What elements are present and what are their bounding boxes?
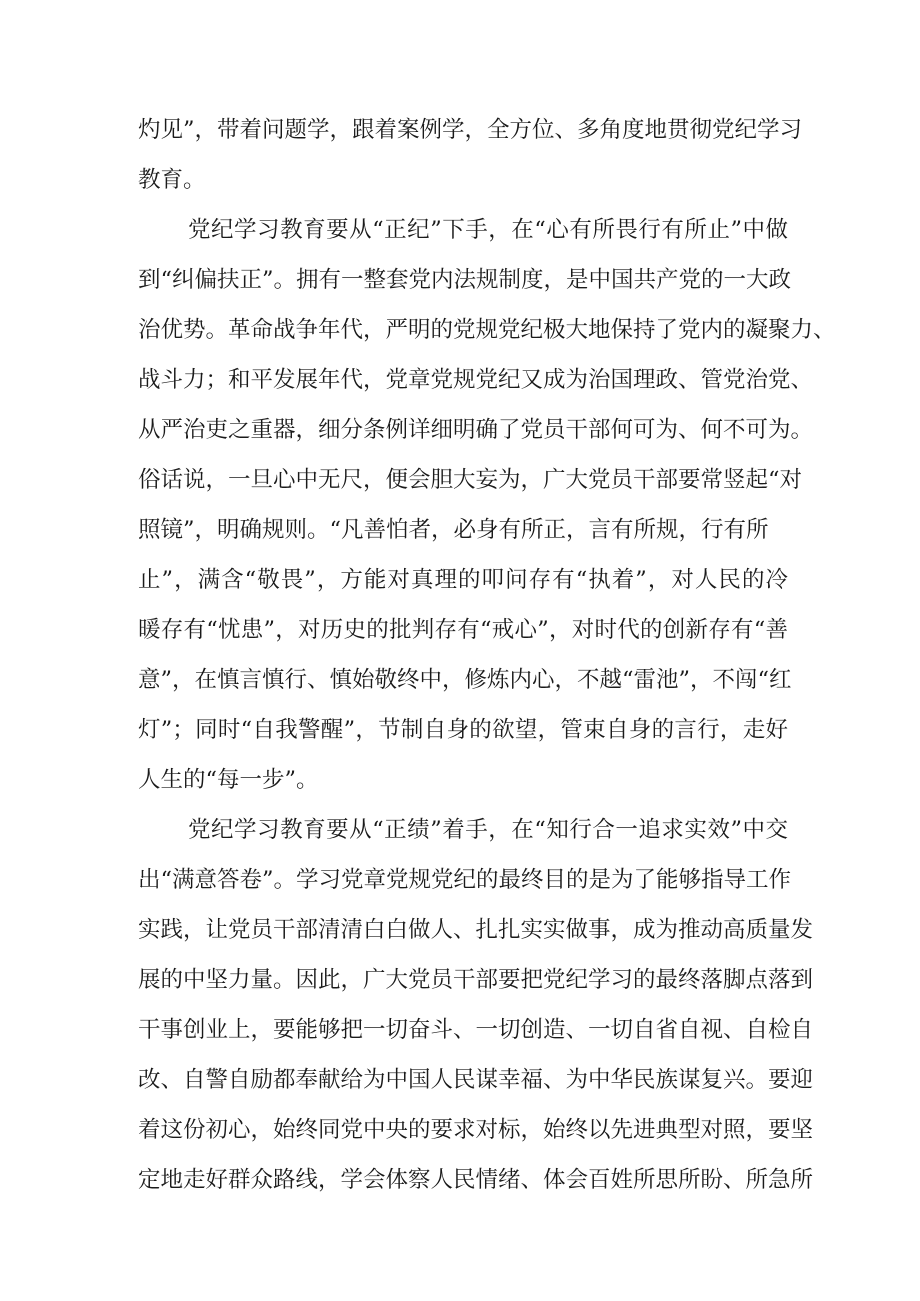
text-line-13: 灯”；同时“自我警醒”，节制自身的欲望，管束自身的言行，走好 [138, 717, 788, 743]
text-line-21: 着这份初心，始终同党中央的要求对标，始终以先进典型对照，要坚 [138, 1117, 814, 1143]
text-line-17: 实践，让党员干部清清白白做人、扎扎实实做事，成为推动高质量发 [138, 917, 814, 943]
text-line-6: 战斗力；和平发展年代，党章党规党纪又成为治国理政、管党治党、 [138, 367, 814, 393]
text-line-1: 灼见”，带着问题学，跟着案例学，全方位、多角度地贯彻党纪学习 [138, 117, 803, 143]
text-line-19: 干事创业上，要能够把一切奋斗、一切创造、一切自省自视、自检自 [138, 1017, 814, 1043]
text-line-20: 改、自警自励都奉献给为中国人民谋幸福、为中华民族谋复兴。要迎 [138, 1067, 814, 1093]
text-line-2: 教育。 [138, 167, 206, 193]
text-line-10: 止”，满含“敬畏”，方能对真理的叩问存有“执着”，对人民的冷 [138, 567, 788, 593]
text-line-11: 暖存有“忧患”，对历史的批判存有“戒心”，对时代的创新存有“善 [138, 617, 788, 643]
text-line-18: 展的中坚力量。因此，广大党员干部要把党纪学习的最终落脚点落到 [138, 967, 814, 993]
text-line-12: 意”，在慎言慎行、慎始敬终中，修炼内心，不越“雷池”，不闯“红 [138, 667, 792, 693]
text-line-16: 出“满意答卷”。学习党章党规党纪的最终目的是为了能够指导工作 [138, 867, 792, 893]
text-line-7: 从严治吏之重器，细分条例详细明确了党员干部何可为、何不可为。 [138, 417, 814, 443]
text-line-8: 俗话说，一旦心中无尺，便会胆大妄为，广大党员干部要常竖起“对 [138, 467, 803, 493]
text-line-9: 照镜”，明确规则。“凡善怕者，必身有所正，言有所规，行有所 [138, 517, 769, 543]
text-line-22: 定地走好群众路线，学会体察人民情绪、体会百姓所思所盼、所急所 [138, 1167, 814, 1193]
paragraph-2-line-1: 党纪学习教育要从“正纪”下手，在“心有所畏行有所止”中做 [188, 217, 788, 243]
text-line-14: 人生的“每一步”。 [138, 767, 319, 793]
paragraph-3-line-1: 党纪学习教育要从“正绩”着手，在“知行合一追求实效”中交 [188, 817, 788, 843]
text-line-4: 到“纠偏扶正”。拥有一整套党内法规制度，是中国共产党的一大政 [138, 267, 792, 293]
text-line-5: 治优势。革命战争年代，严明的党规党纪极大地保持了党内的凝聚力、 [138, 317, 836, 343]
